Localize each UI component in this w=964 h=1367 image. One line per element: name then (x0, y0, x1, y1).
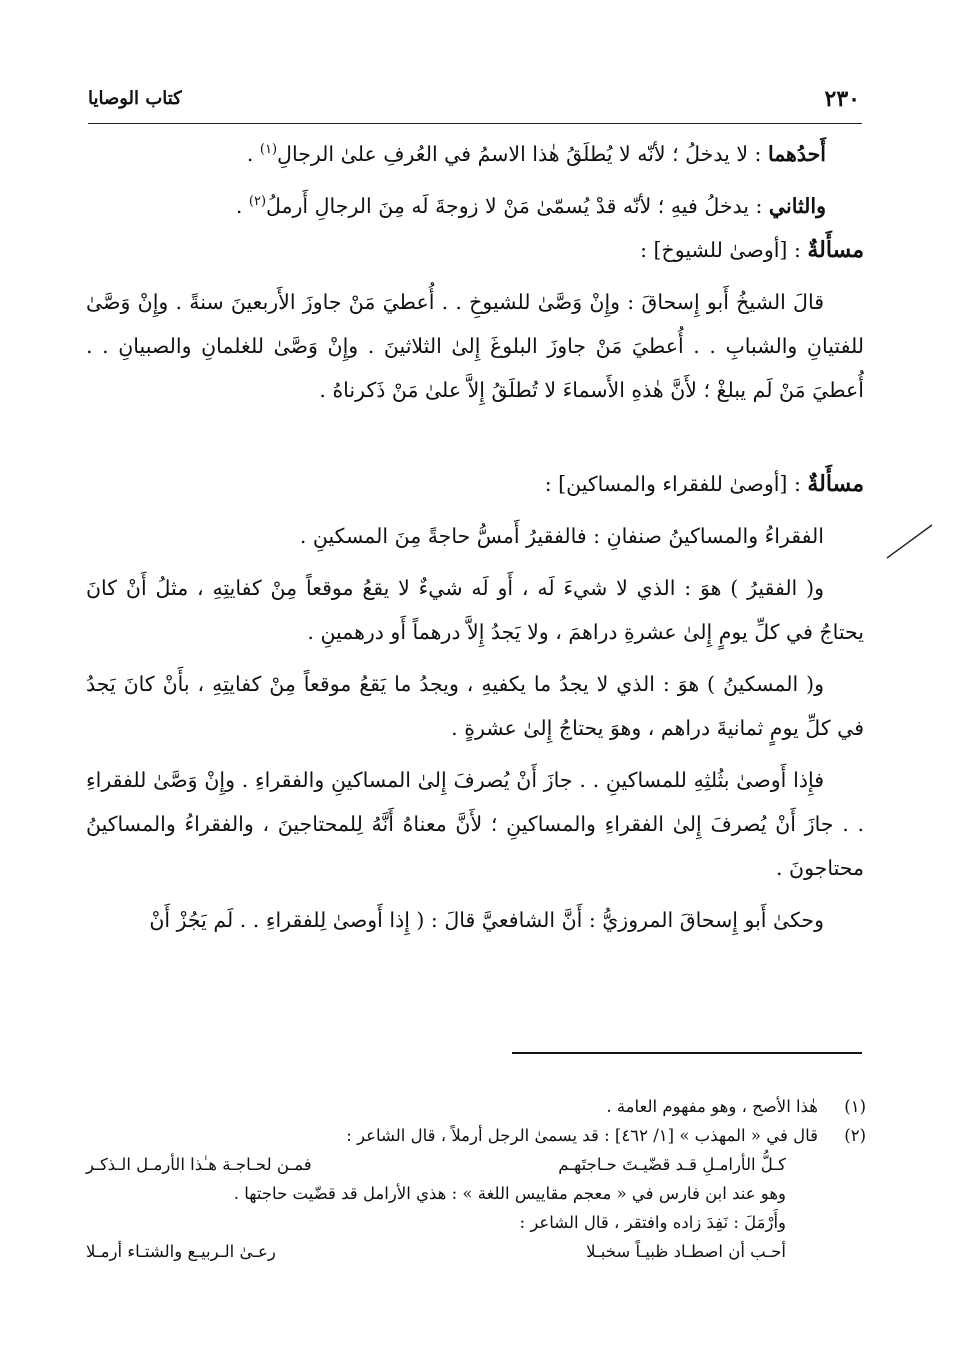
issue-title: : [أوصىٰ للشيوخ] : (640, 238, 808, 262)
paragraph: وحكىٰ أَبو إِسحاقَ المروزيُّ : أَنَّ الشافعيَّ قالَ : ( إِذا أَوصىٰ لِلفقراءِ . . لَم يَجُزْ أَنْ (149, 908, 824, 932)
paragraph: قالَ الشيخُ أَبو إِسحاقَ : وإِنْ وَصَّىٰ للشيوخِ . . أُعطيَ مَنْ جاوزَ الأَربعينَ سنةً . وإِنْ وَصَّىٰ للفتيانِ والشبابِ . . أُعطيَ مَنْ جاوزَ البلوغَ إِلىٰ الثلاثينَ . وإِنْ وَصَّىٰ للغلمانِ والصبيانِ . . أُعطيَ مَنْ لَم يبلغْ ؛ لأَنَّ هٰذهِ الأَسماءَ لا تُطلَقُ إِلاَّ علىٰ مَنْ ذَكرناهُ . (86, 290, 864, 402)
header-rule (88, 123, 862, 124)
footnote-number: (٢) (844, 1126, 866, 1145)
poem-verse (86, 1150, 866, 1179)
page-header (88, 86, 860, 116)
page-number: ٢٣٠ (824, 86, 860, 112)
footnote-1 (86, 1092, 866, 1121)
opinion-second: والثاني : يدخلُ فيهِ ؛ لأنّه قدْ يُسمّىٰ مَنْ لا زوجةَ لَه مِنَ الرجالِ أَرملُ$^{(٢)}$ . (235, 194, 826, 218)
issue-label: مسأَلةٌ (807, 471, 864, 497)
main-text (86, 132, 864, 942)
verse-hemistich: فمـن لحـاجـة هـٰذا الأرمـل الـذكـر (86, 1155, 312, 1174)
issue-heading (86, 462, 864, 506)
verse-hemistich: أحـب أن اصطـاد ظبيـاً سخبـلا (586, 1242, 786, 1261)
verse-hemistich: كـلُّ الأرامـلِ قـد قضّيـتَ حـاجتَهـم (558, 1155, 786, 1174)
poem-verse (86, 1237, 866, 1266)
paragraph: و( الفقيرُ ) هوَ : الذي لا شيءَ لَه ، أَو لَه شيءٌ لا يقعُ موقعاً مِنْ كفايتِهِ ، مثلُ أَنْ كانَ يحتاجُ في كلِّ يومٍ إِلىٰ عشرةِ دراهمَ ، ولا يَجدُ إِلاَّ درهماً أَو درهمينِ . (86, 576, 864, 644)
footnote-rule (512, 1052, 862, 1054)
paragraph: و( المسكينُ ) هوَ : الذي لا يجدُ ما يكفيهِ ، ويجدُ ما يَقعُ موقعاً مِنْ كفايتِهِ ، بأَنْ كانَ يَجدُ في كلِّ يومٍ ثمانيةَ دراهم ، وهوَ يحتاجُ إِلىٰ عشرةٍ . (86, 672, 864, 740)
footnote-2 (86, 1121, 866, 1150)
footnote-number: (١) (844, 1097, 866, 1116)
footnote-line: وأَرْمَلَ : نَفِدَ زاده وافتقر ، قال الشاعر : (519, 1213, 786, 1232)
opinion-lead: والثاني (768, 194, 826, 218)
opinion-lead: أَحدُهما (767, 142, 826, 166)
opinion-first: أَحدُهما : لا يدخلُ ؛ لأنّه لا يُطلَقُ هٰذا الاسمُ في العُرفِ علىٰ الرجالِ$^{(١)}$ . (246, 142, 826, 166)
footnote-line: وهو عند ابن فارس في « معجم مقاييس اللغة » : هذي الأرامل قد قضّيت حاجتها . (233, 1184, 786, 1203)
paragraph: فإِذا أَوصىٰ بثُلثِهِ للمساكينِ . . جازَ أَنْ يُصرفَ إِلىٰ المساكينِ والفقراءِ . وإِنْ وَصَّىٰ للفقراءِ . . جازَ أَنْ يُصرفَ إِلىٰ الفقراءِ والمساكينِ ؛ لأَنَّ معناهُ أَنَّهُ لِلمحتاجينَ ، والفقراءُ والمساكينُ محتاجونَ . (86, 768, 864, 880)
issue-label: مسأَلةٌ (807, 237, 864, 263)
footnote-text: قال في « المهذب » [١/ ٤٦٢] : قد يسمىٰ الرجل أرملاً ، قال الشاعر : (346, 1126, 818, 1145)
footnote-text: هٰذا الأصح ، وهو مفهوم العامة . (606, 1097, 818, 1116)
paragraph: الفقراءُ والمساكينُ صنفانِ : فالفقيرُ أَمسُّ حاجةً مِنَ المسكينِ . (299, 524, 824, 548)
running-title: كتاب الوصايا (88, 88, 182, 109)
opinion-text: : يدخلُ فيهِ ؛ لأنّه قدْ يُسمّىٰ مَنْ لا زوجةَ لَه مِنَ الرجالِ أَرملُ (266, 194, 769, 218)
footnote-ref[interactable]: (١) (259, 142, 278, 158)
opinion-text: : لا يدخلُ ؛ لأنّه لا يُطلَقُ هٰذا الاسمُ في العُرفِ علىٰ الرجالِ (277, 142, 768, 166)
issue-title: : [أوصىٰ للفقراء والمساكين] : (544, 472, 808, 496)
verse-hemistich: رعـىٰ الـربيـع والشتـاء أرمـلا (86, 1242, 276, 1261)
margin-pen-mark (884, 522, 934, 562)
footnotes (86, 1092, 866, 1266)
issue-heading (86, 228, 864, 272)
footnote-ref[interactable]: (٢) (248, 194, 267, 210)
